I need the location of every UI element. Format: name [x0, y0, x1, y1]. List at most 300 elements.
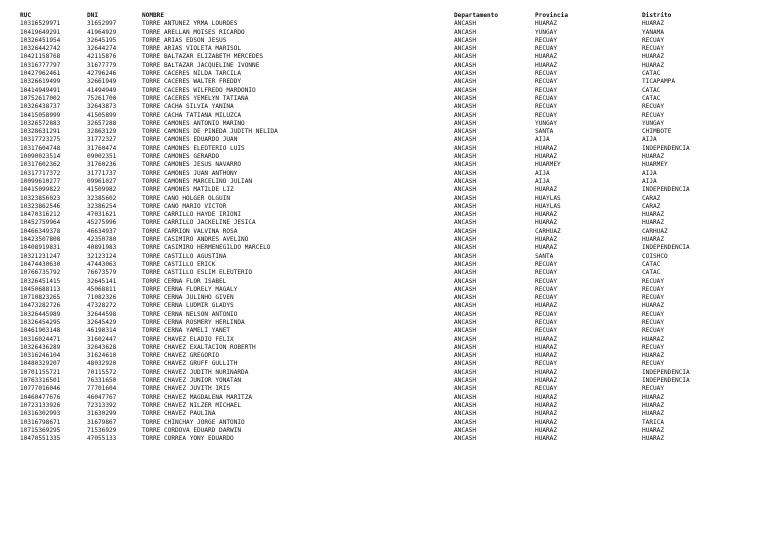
- provincia-cell: HUARAZ: [535, 61, 558, 69]
- dni-cell: 41509982: [87, 186, 117, 194]
- ruc-cell: 10752617002: [20, 94, 61, 102]
- nombre-cell: TORRE CACERES WALTER FREDDY: [142, 78, 242, 86]
- ruc-cell: 10326438737: [20, 103, 61, 111]
- dni-cell: 45068811: [87, 285, 117, 293]
- dni-cell: 42115876: [87, 53, 117, 61]
- table-row: [0, 112, 768, 120]
- provincia-cell: HUARAZ: [535, 302, 558, 310]
- header-dni: DNI: [87, 12, 99, 19]
- ruc-cell: 10317723275: [20, 136, 61, 144]
- provincia-cell: RECUAY: [535, 260, 558, 268]
- departamento-cell: ANCASH: [454, 327, 477, 335]
- distrito-cell: RECUAY: [642, 343, 665, 351]
- ruc-cell: 10470316212: [20, 211, 61, 219]
- nombre-cell: TORRE CAMONES JUAN ANTHONY: [142, 169, 238, 177]
- distrito-cell: RECUAY: [642, 318, 665, 326]
- departamento-cell: ANCASH: [454, 335, 477, 343]
- departamento-cell: ANCASH: [454, 410, 477, 418]
- distrito-cell: CHIMBOTE: [642, 128, 672, 136]
- distrito-cell: HUARAZ: [642, 352, 665, 360]
- dni-cell: 45275996: [87, 219, 117, 227]
- nombre-cell: TORRE CANO MARIO VICTOR: [142, 202, 227, 210]
- ruc-cell: 10090023514: [20, 153, 61, 161]
- provincia-cell: HUARAZ: [535, 211, 558, 219]
- dni-cell: 71536929: [87, 426, 117, 434]
- dni-cell: 46190314: [87, 327, 117, 335]
- provincia-cell: HUARAZ: [535, 418, 558, 426]
- provincia-cell: RECUAY: [535, 45, 558, 53]
- distrito-cell: CATAC: [642, 269, 661, 277]
- ruc-cell: 10317717372: [20, 169, 61, 177]
- ruc-cell: 10323856023: [20, 194, 61, 202]
- departamento-cell: ANCASH: [454, 418, 477, 426]
- provincia-cell: HUARAZ: [535, 343, 558, 351]
- dni-cell: 32644274: [87, 45, 117, 53]
- dni-cell: 42350780: [87, 236, 117, 244]
- ruc-cell: 10474430630: [20, 260, 61, 268]
- departamento-cell: ANCASH: [454, 318, 477, 326]
- ruc-cell: 10326451415: [20, 277, 61, 285]
- distrito-cell: HUARAZ: [642, 335, 665, 343]
- departamento-cell: ANCASH: [454, 211, 477, 219]
- nombre-cell: TORRE CANO HOLGER OLGUIN: [142, 194, 231, 202]
- distrito-cell: CATAC: [642, 260, 661, 268]
- nombre-cell: TORRE CHAVEZ EXALTACION ROBERTH: [142, 343, 256, 351]
- distrito-cell: CATAC: [642, 94, 661, 102]
- distrito-cell: RECUAY: [642, 310, 665, 318]
- table-row: [0, 178, 768, 186]
- distrito-cell: COISHCO: [642, 252, 668, 260]
- table-row: [0, 87, 768, 95]
- provincia-cell: RECUAY: [535, 327, 558, 335]
- table-row: [0, 427, 768, 435]
- ruc-cell: 10452759964: [20, 219, 61, 227]
- departamento-cell: ANCASH: [454, 136, 477, 144]
- table-row: [0, 419, 768, 427]
- departamento-cell: ANCASH: [454, 352, 477, 360]
- dni-cell: 40891983: [87, 244, 117, 252]
- table-row: [0, 410, 768, 418]
- departamento-cell: ANCASH: [454, 86, 477, 94]
- header-nombre: NOMBRE: [142, 12, 165, 19]
- table-row: [0, 211, 768, 219]
- departamento-cell: ANCASH: [454, 227, 477, 235]
- nombre-cell: TORRE CARRION VALVINA ROSA: [142, 227, 238, 235]
- departamento-cell: ANCASH: [454, 36, 477, 44]
- nombre-cell: TORRE ARELLAN MOISES RICARDO: [142, 28, 245, 36]
- departamento-cell: ANCASH: [454, 161, 477, 169]
- table-row: [0, 136, 768, 144]
- dni-cell: 31772327: [87, 136, 117, 144]
- table-row: [0, 269, 768, 277]
- distrito-cell: CARHUAZ: [642, 227, 668, 235]
- nombre-cell: TORRE CASIMIRO HERMENEGILDO MARCELO: [142, 244, 271, 252]
- departamento-cell: ANCASH: [454, 28, 477, 36]
- distrito-cell: CATAC: [642, 70, 661, 78]
- provincia-cell: HUARAZ: [535, 186, 558, 194]
- departamento-cell: ANCASH: [454, 435, 477, 443]
- ruc-cell: 10715369295: [20, 426, 61, 434]
- departamento-cell: ANCASH: [454, 302, 477, 310]
- distrito-cell: YANAMA: [642, 28, 665, 36]
- nombre-cell: TORRE CERNA FLOR ISABEL: [142, 277, 227, 285]
- departamento-cell: ANCASH: [454, 277, 477, 285]
- ruc-cell: 10328631291: [20, 128, 61, 136]
- dni-cell: 70115572: [87, 368, 117, 376]
- nombre-cell: TORRE CHAVEZ GRUFF GULLITH: [142, 360, 238, 368]
- provincia-cell: AIJA: [535, 169, 550, 177]
- departamento-cell: ANCASH: [454, 153, 477, 161]
- provincia-cell: AIJA: [535, 136, 550, 144]
- table-row: [0, 53, 768, 61]
- ruc-cell: 10421158768: [20, 53, 61, 61]
- departamento-cell: ANCASH: [454, 202, 477, 210]
- dni-cell: 31624610: [87, 352, 117, 360]
- departamento-cell: ANCASH: [454, 368, 477, 376]
- ruc-cell: 10710823265: [20, 294, 61, 302]
- ruc-cell: 10777016046: [20, 385, 61, 393]
- ruc-cell: 10326619499: [20, 78, 61, 86]
- table-row: [0, 128, 768, 136]
- nombre-cell: TORRE CAMONES ANTONIO MARINO: [142, 119, 245, 127]
- table-row: [0, 377, 768, 385]
- distrito-cell: RECUAY: [642, 285, 665, 293]
- departamento-cell: ANCASH: [454, 385, 477, 393]
- dni-cell: 46047767: [87, 393, 117, 401]
- ruc-cell: 10326436289: [20, 343, 61, 351]
- table-row: [0, 195, 768, 203]
- dni-cell: 31760236: [87, 161, 117, 169]
- provincia-cell: HUARAZ: [535, 20, 558, 28]
- departamento-cell: ANCASH: [454, 343, 477, 351]
- table-row: [0, 203, 768, 211]
- table-header-row: [0, 12, 768, 20]
- distrito-cell: HUARAZ: [642, 302, 665, 310]
- departamento-cell: ANCASH: [454, 236, 477, 244]
- table-row: [0, 153, 768, 161]
- distrito-cell: RECUAY: [642, 327, 665, 335]
- nombre-cell: TORRE CERNA FLORELY MAGALY: [142, 285, 238, 293]
- table-row: [0, 302, 768, 310]
- table-row: [0, 20, 768, 28]
- nombre-cell: TORRE CACHA SILVIA YANINA: [142, 103, 234, 111]
- distrito-cell: HUARAZ: [642, 426, 665, 434]
- ruc-cell: 10415099822: [20, 186, 61, 194]
- nombre-cell: TORRE BALTAZAR JACQUELINE IVONNE: [142, 61, 260, 69]
- departamento-cell: ANCASH: [454, 20, 477, 28]
- provincia-cell: HUARAZ: [535, 352, 558, 360]
- departamento-cell: ANCASH: [454, 94, 477, 102]
- departamento-cell: ANCASH: [454, 360, 477, 368]
- departamento-cell: ANCASH: [454, 177, 477, 185]
- nombre-cell: TORRE CAMONES MARCELINO JULIAN: [142, 177, 253, 185]
- nombre-cell: TORRE ARIAS EDSON JESUS: [142, 36, 227, 44]
- nombre-cell: TORRE CERNA LUDMIR GLADYS: [142, 302, 234, 310]
- dni-cell: 09002351: [87, 153, 117, 161]
- nombre-cell: TORRE CORDOVA EDUARD DARWIN: [142, 426, 242, 434]
- distrito-cell: HUARAZ: [642, 20, 665, 28]
- nombre-cell: TORRE CHAVEZ NILZER MICHAEL: [142, 401, 242, 409]
- dni-cell: 32644598: [87, 310, 117, 318]
- table-row: [0, 78, 768, 86]
- ruc-cell: 10326445989: [20, 310, 61, 318]
- nombre-cell: TORRE CORREA YONY EDUARDO: [142, 435, 234, 443]
- departamento-cell: ANCASH: [454, 119, 477, 127]
- table-row: [0, 294, 768, 302]
- distrito-cell: CARAZ: [642, 194, 661, 202]
- distrito-cell: AIJA: [642, 136, 657, 144]
- ruc-cell: 10326572883: [20, 119, 61, 127]
- ruc-cell: 10408919831: [20, 244, 61, 252]
- departamento-cell: ANCASH: [454, 103, 477, 111]
- dni-cell: 31652997: [87, 20, 117, 28]
- header-ruc: RUC: [20, 12, 32, 19]
- distrito-cell: YUNGAY: [642, 119, 665, 127]
- provincia-cell: RECUAY: [535, 277, 558, 285]
- header-distrito: Distrito: [642, 12, 672, 19]
- dni-cell: 31771737: [87, 169, 117, 177]
- ruc-cell: 10461903148: [20, 327, 61, 335]
- table-body: [0, 20, 768, 443]
- dni-cell: 32385602: [87, 194, 117, 202]
- dni-cell: 32645429: [87, 318, 117, 326]
- distrito-cell: INDEPENDENCIA: [642, 377, 690, 385]
- ruc-cell: 10763316501: [20, 377, 61, 385]
- nombre-cell: TORRE CHAVEZ PAULINA: [142, 410, 216, 418]
- provincia-cell: HUARAZ: [535, 368, 558, 376]
- provincia-cell: RECUAY: [535, 94, 558, 102]
- ruc-cell: 10427962461: [20, 70, 61, 78]
- distrito-cell: RECUAY: [642, 45, 665, 53]
- table-row: [0, 336, 768, 344]
- provincia-cell: RECUAY: [535, 318, 558, 326]
- dni-cell: 47328272: [87, 302, 117, 310]
- ruc-cell: 10414949491: [20, 86, 61, 94]
- ruc-cell: 10317604748: [20, 144, 61, 152]
- provincia-cell: HUARAZ: [535, 377, 558, 385]
- ruc-cell: 10323862546: [20, 202, 61, 210]
- distrito-cell: TARICA: [642, 418, 665, 426]
- provincia-cell: RECUAY: [535, 385, 558, 393]
- ruc-cell: 10480329207: [20, 360, 61, 368]
- provincia-cell: HUARAZ: [535, 219, 558, 227]
- departamento-cell: ANCASH: [454, 377, 477, 385]
- provincia-cell: RECUAY: [535, 310, 558, 318]
- table-row: [0, 161, 768, 169]
- nombre-cell: TORRE CAMONES DE PINEDA JUDITH NELIDA: [142, 128, 278, 136]
- dni-cell: 46634937: [87, 227, 117, 235]
- header-provincia: Provincia: [535, 12, 569, 19]
- dni-cell: 41964929: [87, 28, 117, 36]
- table-row: [0, 103, 768, 111]
- dni-cell: 48032920: [87, 360, 117, 368]
- ruc-cell: 10316246104: [20, 352, 61, 360]
- provincia-cell: HUARAZ: [535, 393, 558, 401]
- nombre-cell: TORRE CHAVEZ JUNIOR YONATAN: [142, 377, 242, 385]
- departamento-cell: ANCASH: [454, 111, 477, 119]
- table-row: [0, 45, 768, 53]
- distrito-cell: INDEPENDENCIA: [642, 186, 690, 194]
- departamento-cell: ANCASH: [454, 260, 477, 268]
- table-row: [0, 278, 768, 286]
- nombre-cell: TORRE CERNA NELSON ANTONIO: [142, 310, 238, 318]
- ruc-cell: 10316302993: [20, 410, 61, 418]
- table-row: [0, 70, 768, 78]
- table-row: [0, 253, 768, 261]
- nombre-cell: TORRE CERNA ROSMERY HERLINDA: [142, 318, 245, 326]
- nombre-cell: TORRE CERNA YAMELI YANET: [142, 327, 231, 335]
- table-row: [0, 319, 768, 327]
- distrito-cell: RECUAY: [642, 385, 665, 393]
- dni-cell: 32645195: [87, 36, 117, 44]
- ruc-cell: 10473282726: [20, 302, 61, 310]
- provincia-cell: RECUAY: [535, 86, 558, 94]
- departamento-cell: ANCASH: [454, 70, 477, 78]
- ruc-cell: 10326454295: [20, 318, 61, 326]
- departamento-cell: ANCASH: [454, 252, 477, 260]
- dni-cell: 09961027: [87, 177, 117, 185]
- ruc-cell: 10419649291: [20, 28, 61, 36]
- provincia-cell: SANTA: [535, 128, 554, 136]
- table-row: [0, 120, 768, 128]
- provincia-cell: HUARAZ: [535, 144, 558, 152]
- departamento-cell: ANCASH: [454, 144, 477, 152]
- ruc-cell: 10326451954: [20, 36, 61, 44]
- dni-cell: 31679867: [87, 418, 117, 426]
- provincia-cell: RECUAY: [535, 70, 558, 78]
- departamento-cell: ANCASH: [454, 426, 477, 434]
- distrito-cell: INDEPENDENCIA: [642, 368, 690, 376]
- distrito-cell: HUARAZ: [642, 401, 665, 409]
- nombre-cell: TORRE ARIAS VIOLETA MARISOL: [142, 45, 242, 53]
- table-row: [0, 435, 768, 443]
- dni-cell: 47443063: [87, 260, 117, 268]
- provincia-cell: RECUAY: [535, 103, 558, 111]
- departamento-cell: ANCASH: [454, 61, 477, 69]
- departamento-cell: ANCASH: [454, 53, 477, 61]
- dni-cell: 71082326: [87, 294, 117, 302]
- provincia-cell: HUAYLAS: [535, 202, 561, 210]
- dni-cell: 32386254: [87, 202, 117, 210]
- table-row: [0, 344, 768, 352]
- distrito-cell: CARAZ: [642, 202, 661, 210]
- dni-cell: 76331650: [87, 377, 117, 385]
- dni-cell: 72313392: [87, 401, 117, 409]
- nombre-cell: TORRE CASIMIRO ANDRES AVELINO: [142, 236, 249, 244]
- nombre-cell: TORRE CARRILLO JACKELINE JESICA: [142, 219, 256, 227]
- provincia-cell: HUARAZ: [535, 153, 558, 161]
- departamento-cell: ANCASH: [454, 401, 477, 409]
- distrito-cell: RECUAY: [642, 111, 665, 119]
- nombre-cell: TORRE CAMONES GERARDO: [142, 153, 220, 161]
- departamento-cell: ANCASH: [454, 194, 477, 202]
- table-row: [0, 352, 768, 360]
- nombre-cell: TORRE CHAVEZ GREGORIO: [142, 352, 220, 360]
- distrito-cell: HUARAZ: [642, 219, 665, 227]
- dni-cell: 32643628: [87, 343, 117, 351]
- table-row: [0, 369, 768, 377]
- departamento-cell: ANCASH: [454, 393, 477, 401]
- provincia-cell: RECUAY: [535, 78, 558, 86]
- provincia-cell: RECUAY: [535, 269, 558, 277]
- nombre-cell: TORRE CASTILLO AGUSTINA: [142, 252, 227, 260]
- provincia-cell: YUNGAY: [535, 119, 558, 127]
- table-row: [0, 244, 768, 252]
- provincia-cell: HUARAZ: [535, 335, 558, 343]
- distrito-cell: HUARAZ: [642, 236, 665, 244]
- dni-cell: 31602447: [87, 335, 117, 343]
- departamento-cell: ANCASH: [454, 45, 477, 53]
- provincia-cell: RECUAY: [535, 111, 558, 119]
- nombre-cell: TORRE CAMONES JESUS NAVARRO: [142, 161, 242, 169]
- dni-cell: 47031621: [87, 211, 117, 219]
- distrito-cell: HUARAZ: [642, 61, 665, 69]
- table-row: [0, 311, 768, 319]
- nombre-cell: TORRE CHAVEZ MAGDALENA MARITZA: [142, 393, 253, 401]
- distrito-cell: RECUAY: [642, 36, 665, 44]
- dni-cell: 76673579: [87, 269, 117, 277]
- table-row: [0, 37, 768, 45]
- dni-cell: 31760474: [87, 144, 117, 152]
- distrito-cell: HUARAZ: [642, 53, 665, 61]
- nombre-cell: TORRE CAMONES ELEOTERIO LUIS: [142, 144, 245, 152]
- table-row: [0, 186, 768, 194]
- table-row: [0, 219, 768, 227]
- distrito-cell: RECUAY: [642, 277, 665, 285]
- nombre-cell: TORRE CACHA TATIANA MILUZCA: [142, 111, 242, 119]
- ruc-cell: 10316529971: [20, 20, 61, 28]
- table-row: [0, 286, 768, 294]
- nombre-cell: TORRE CARRILLO HAYDE IRIONI: [142, 211, 242, 219]
- dni-cell: 77701604: [87, 385, 117, 393]
- table-row: [0, 29, 768, 37]
- provincia-cell: HUARAZ: [535, 53, 558, 61]
- departamento-cell: ANCASH: [454, 294, 477, 302]
- provincia-cell: SANTA: [535, 252, 554, 260]
- table-row: [0, 360, 768, 368]
- table-row: [0, 95, 768, 103]
- dni-cell: 31630299: [87, 410, 117, 418]
- departamento-cell: ANCASH: [454, 285, 477, 293]
- ruc-cell: 10701155721: [20, 368, 61, 376]
- provincia-cell: HUARAZ: [535, 410, 558, 418]
- provincia-cell: HUARAZ: [535, 435, 558, 443]
- dni-cell: 32863129: [87, 128, 117, 136]
- distrito-cell: AIJA: [642, 169, 657, 177]
- ruc-cell: 10423507808: [20, 236, 61, 244]
- nombre-cell: TORRE CHAVEZ JUVITH IRIS: [142, 385, 231, 393]
- provincia-cell: HUARAZ: [535, 236, 558, 244]
- provincia-cell: YUNGAY: [535, 28, 558, 36]
- nombre-cell: TORRE CHAVEZ ELADIO FELIX: [142, 335, 234, 343]
- provincia-cell: HUARAZ: [535, 426, 558, 434]
- nombre-cell: TORRE CAMONES MATILDE LIZ: [142, 186, 234, 194]
- ruc-cell: 10316798671: [20, 418, 61, 426]
- dni-cell: 32123124: [87, 252, 117, 260]
- ruc-cell: 10460477676: [20, 393, 61, 401]
- provincia-cell: HUARAZ: [535, 244, 558, 252]
- distrito-cell: HUARAZ: [642, 393, 665, 401]
- dni-cell: 32645141: [87, 277, 117, 285]
- nombre-cell: TORRE CACERES YEMELYN TATIANA: [142, 94, 249, 102]
- table-row: [0, 385, 768, 393]
- table-row: [0, 62, 768, 70]
- ruc-listing-table: [0, 12, 768, 443]
- nombre-cell: TORRE CACERES WILFREDO MARDONIO: [142, 86, 256, 94]
- distrito-cell: HUARAZ: [642, 410, 665, 418]
- distrito-cell: HUARMEY: [642, 161, 668, 169]
- ruc-cell: 10099610277: [20, 177, 61, 185]
